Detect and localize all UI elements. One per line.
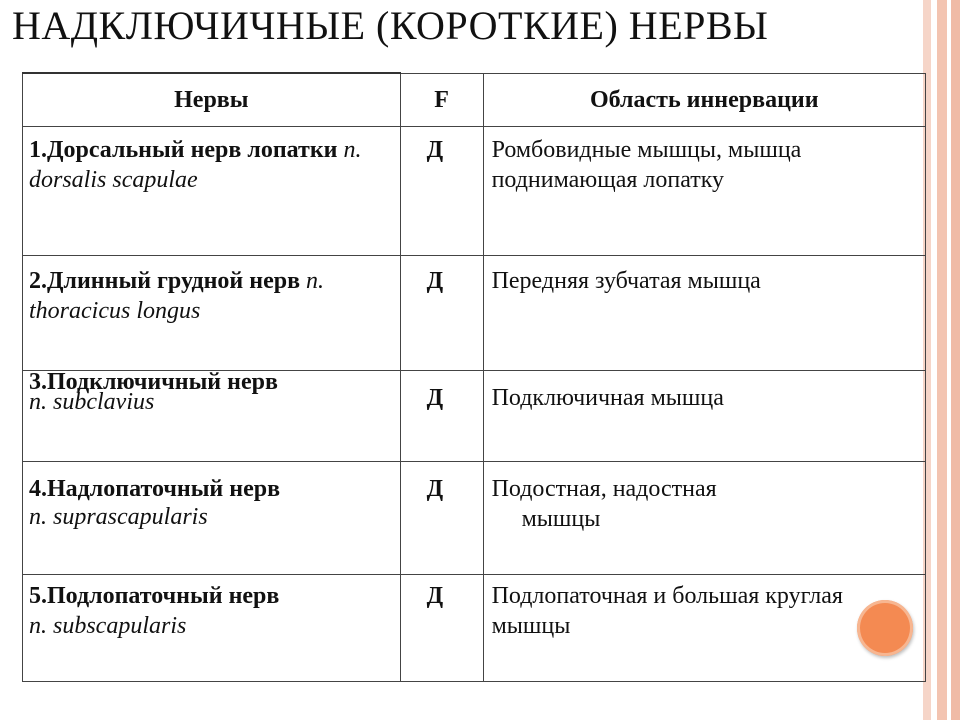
innervation-cell: Ромбовидные мышцы, мышца поднимающая лопатку (483, 127, 925, 256)
header-function: F (400, 73, 483, 127)
nerve-cell (23, 575, 401, 682)
decorative-orange-circle (857, 600, 913, 656)
slide-title: НАДКЛЮЧИЧНЫЕ (КОРОТКИЕ) НЕРВЫ (12, 3, 769, 48)
nerve-cell (23, 256, 401, 371)
nerve-name: 2.Длинный грудной нерв (29, 268, 301, 294)
nerve-latin: n. subscapularis (29, 613, 187, 640)
nerve-cell (23, 462, 401, 575)
table-row (23, 462, 926, 575)
nerve-cell (23, 371, 401, 462)
function-cell: Д (400, 575, 483, 682)
table-row (23, 575, 926, 682)
innervation-cell (483, 462, 925, 575)
header-nerves: Нервы (23, 73, 401, 127)
nerve-name: 1.Дорсальный нерв лопатки (29, 137, 338, 163)
nerves-table (22, 72, 926, 682)
function-cell: Д (400, 371, 483, 462)
innervation-line: Подостная, надостная (491, 476, 717, 502)
nerve-latin: n. suprascapularis (29, 504, 208, 531)
nerve-name: 3.Подключичный нерв (29, 369, 278, 395)
nerve-name: 5.Подлопаточный нерв (29, 583, 280, 609)
border-stripe (951, 0, 960, 720)
innervation-cell: Передняя зубчатая мышца (483, 256, 925, 371)
function-cell: Д (400, 256, 483, 371)
innervation-cell: Подлопаточная и большая круглая мышцы (483, 575, 925, 682)
nerve-latin: n. thoracicus longus (29, 268, 325, 325)
table-header-row (23, 73, 926, 127)
innervation-cell: Подключичная мышца (483, 371, 925, 462)
table-row (23, 371, 926, 462)
function-cell: Д (400, 127, 483, 256)
nerve-latin: n. subclavius (29, 389, 155, 416)
function-cell: Д (400, 462, 483, 575)
nerve-name: 4.Надлопаточный нерв (29, 476, 281, 502)
nerve-latin: n. dorsalis scapulae (29, 137, 362, 194)
innervation-line: мышцы (521, 506, 601, 533)
border-stripe (937, 0, 947, 720)
table-row (23, 127, 926, 256)
header-innervation-area: Область иннервации (483, 73, 925, 127)
nerve-cell (23, 127, 401, 256)
table-row (23, 256, 926, 371)
